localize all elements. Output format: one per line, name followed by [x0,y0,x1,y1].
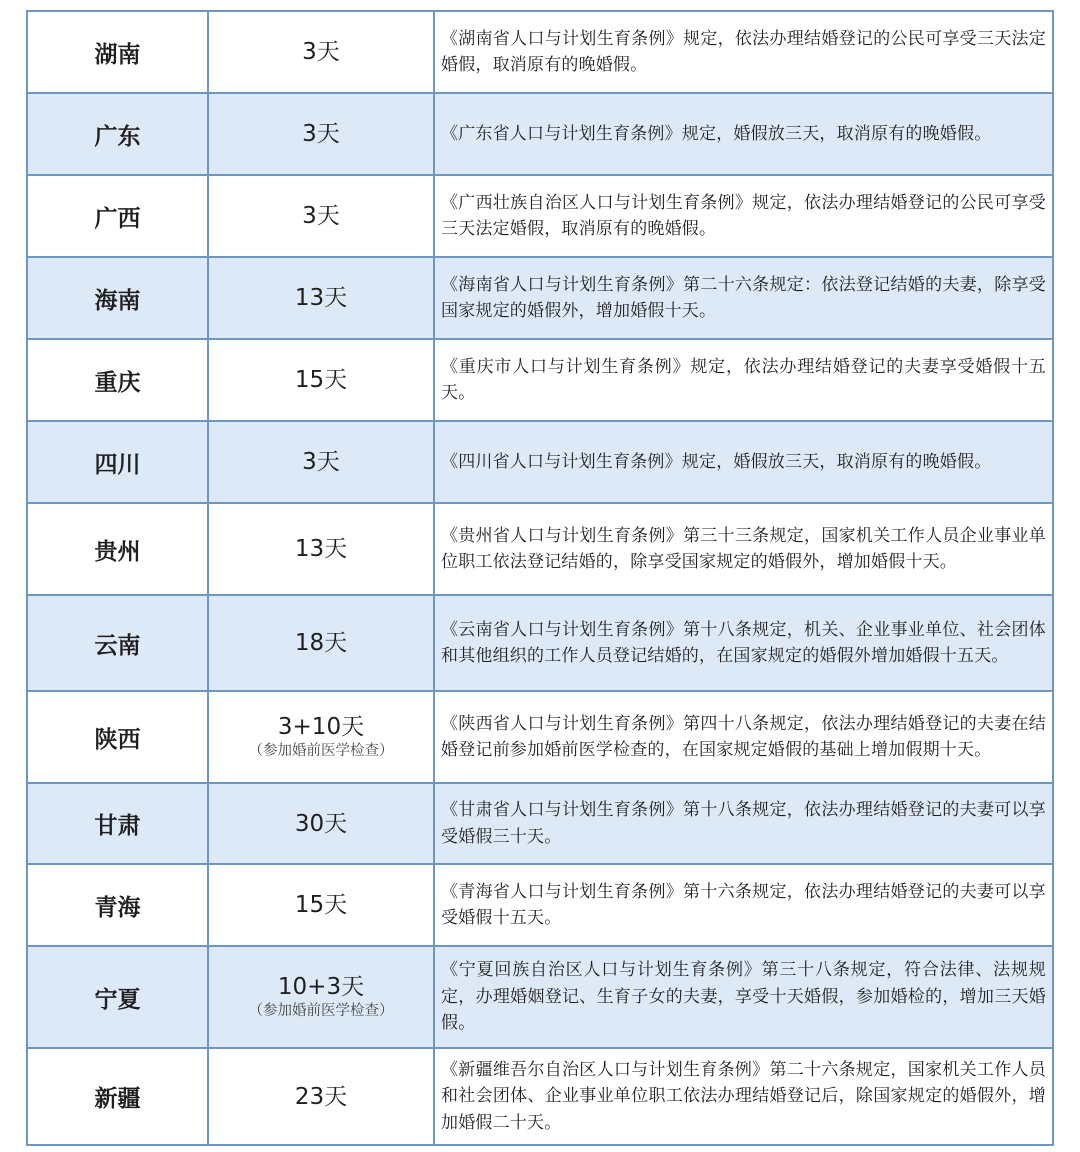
table-row [27,257,1053,339]
leave-days-cell [208,257,434,339]
province-cell: 甘肃 [27,783,208,864]
leave-days-cell [208,175,434,257]
leave-days: 23天 [294,1083,348,1110]
province-cell: 新疆 [27,1048,208,1145]
table-row [27,175,1053,257]
table-row [27,11,1053,93]
regulation-note-cell: 《四川省人口与计划生育条例》规定，婚假放三天，取消原有的晚婚假。 [434,421,1053,503]
leave-days-cell [208,864,434,946]
leave-days: 3天 [302,39,340,65]
leave-days-condition: （参加婚前医学检查） [248,743,394,759]
table-row [27,421,1053,503]
leave-days: 13天 [294,536,348,562]
leave-days-cell [208,1048,434,1145]
table-row [27,946,1053,1048]
regulation-note-cell: 《广东省人口与计划生育条例》规定，婚假放三天，取消原有的晚婚假。 [434,93,1053,175]
leave-days: 30天 [294,810,348,837]
province-cell: 广东 [27,93,208,175]
province-cell: 宁夏 [27,946,208,1048]
leave-days-condition: （参加婚前医学检查） [248,1003,394,1019]
leave-days: 3+10天 [277,714,365,740]
leave-days-cell [208,946,434,1048]
table-row [27,595,1053,691]
regulation-note-cell: 《广西壮族自治区人口与计划生育条例》规定，依法办理结婚登记的公民可享受三天法定婚假，取消原有的晚婚假。 [434,175,1053,257]
province-cell: 四川 [27,421,208,503]
leave-days-cell [208,595,434,691]
table-row [27,691,1053,783]
province-cell: 海南 [27,257,208,339]
leave-days-cell [208,421,434,503]
province-cell: 重庆 [27,339,208,421]
regulation-note-cell: 《重庆市人口与计划生育条例》规定，依法办理结婚登记的夫妻享受婚假十五天。 [434,339,1053,421]
leave-days-cell [208,783,434,864]
table-row [27,339,1053,421]
table-row [27,1048,1053,1145]
province-cell: 陕西 [27,691,208,783]
province-cell: 青海 [27,864,208,946]
marriage-leave-table-wrapper [26,10,1052,1146]
regulation-note-cell: 《海南省人口与计划生育条例》第二十六条规定：依法登记结婚的夫妻，除享受国家规定的婚假外，增加婚假十天。 [434,257,1053,339]
leave-days: 10+3天 [277,974,365,1000]
leave-days-cell [208,503,434,595]
leave-days-cell [208,691,434,783]
province-cell: 湖南 [27,11,208,93]
regulation-note-cell: 《湖南省人口与计划生育条例》规定，依法办理结婚登记的公民可享受三天法定婚假，取消原有的晚婚假。 [434,11,1053,93]
leave-days: 3天 [302,203,340,229]
leave-days: 13天 [294,285,348,311]
table-row [27,503,1053,595]
leave-days-cell [208,93,434,175]
table-row [27,864,1053,946]
regulation-note-cell: 《青海省人口与计划生育条例》第十六条规定，依法办理结婚登记的夫妻可以享受婚假十五天。 [434,864,1053,946]
leave-days: 3天 [302,121,340,147]
leave-days: 15天 [294,367,348,393]
province-cell: 广西 [27,175,208,257]
regulation-note-cell: 《宁夏回族自治区人口与计划生育条例》第三十八条规定，符合法律、法规规定，办理婚姻登记、生育子女的夫妻，享受十天婚假，参加婚检的，增加三天婚假。 [434,946,1053,1048]
province-cell: 贵州 [27,503,208,595]
leave-days: 3天 [302,449,340,475]
table-row [27,783,1053,864]
regulation-note-cell: 《甘肃省人口与计划生育条例》第十八条规定，依法办理结婚登记的夫妻可以享受婚假三十天。 [434,783,1053,864]
regulation-note-cell: 《新疆维吾尔自治区人口与计划生育条例》第二十六条规定，国家机关工作人员和社会团体、企业事业单位职工依法办理结婚登记后，除国家规定的婚假外，增加婚假二十天。 [434,1048,1053,1145]
table-row [27,93,1053,175]
leave-days-cell [208,339,434,421]
marriage-leave-table [26,10,1054,1146]
regulation-note-cell: 《陕西省人口与计划生育条例》第四十八条规定，依法办理结婚登记的夫妻在结婚登记前参加婚前医学检查的，在国家规定婚假的基础上增加假期十天。 [434,691,1053,783]
leave-days: 18天 [294,630,348,656]
province-cell: 云南 [27,595,208,691]
regulation-note-cell: 《贵州省人口与计划生育条例》第三十三条规定，国家机关工作人员企业事业单位职工依法登记结婚的，除享受国家规定的婚假外，增加婚假十天。 [434,503,1053,595]
leave-days: 15天 [294,892,348,918]
leave-days-cell [208,11,434,93]
regulation-note-cell: 《云南省人口与计划生育条例》第十八条规定，机关、企业事业单位、社会团体和其他组织的工作人员登记结婚的，在国家规定的婚假外增加婚假十五天。 [434,595,1053,691]
